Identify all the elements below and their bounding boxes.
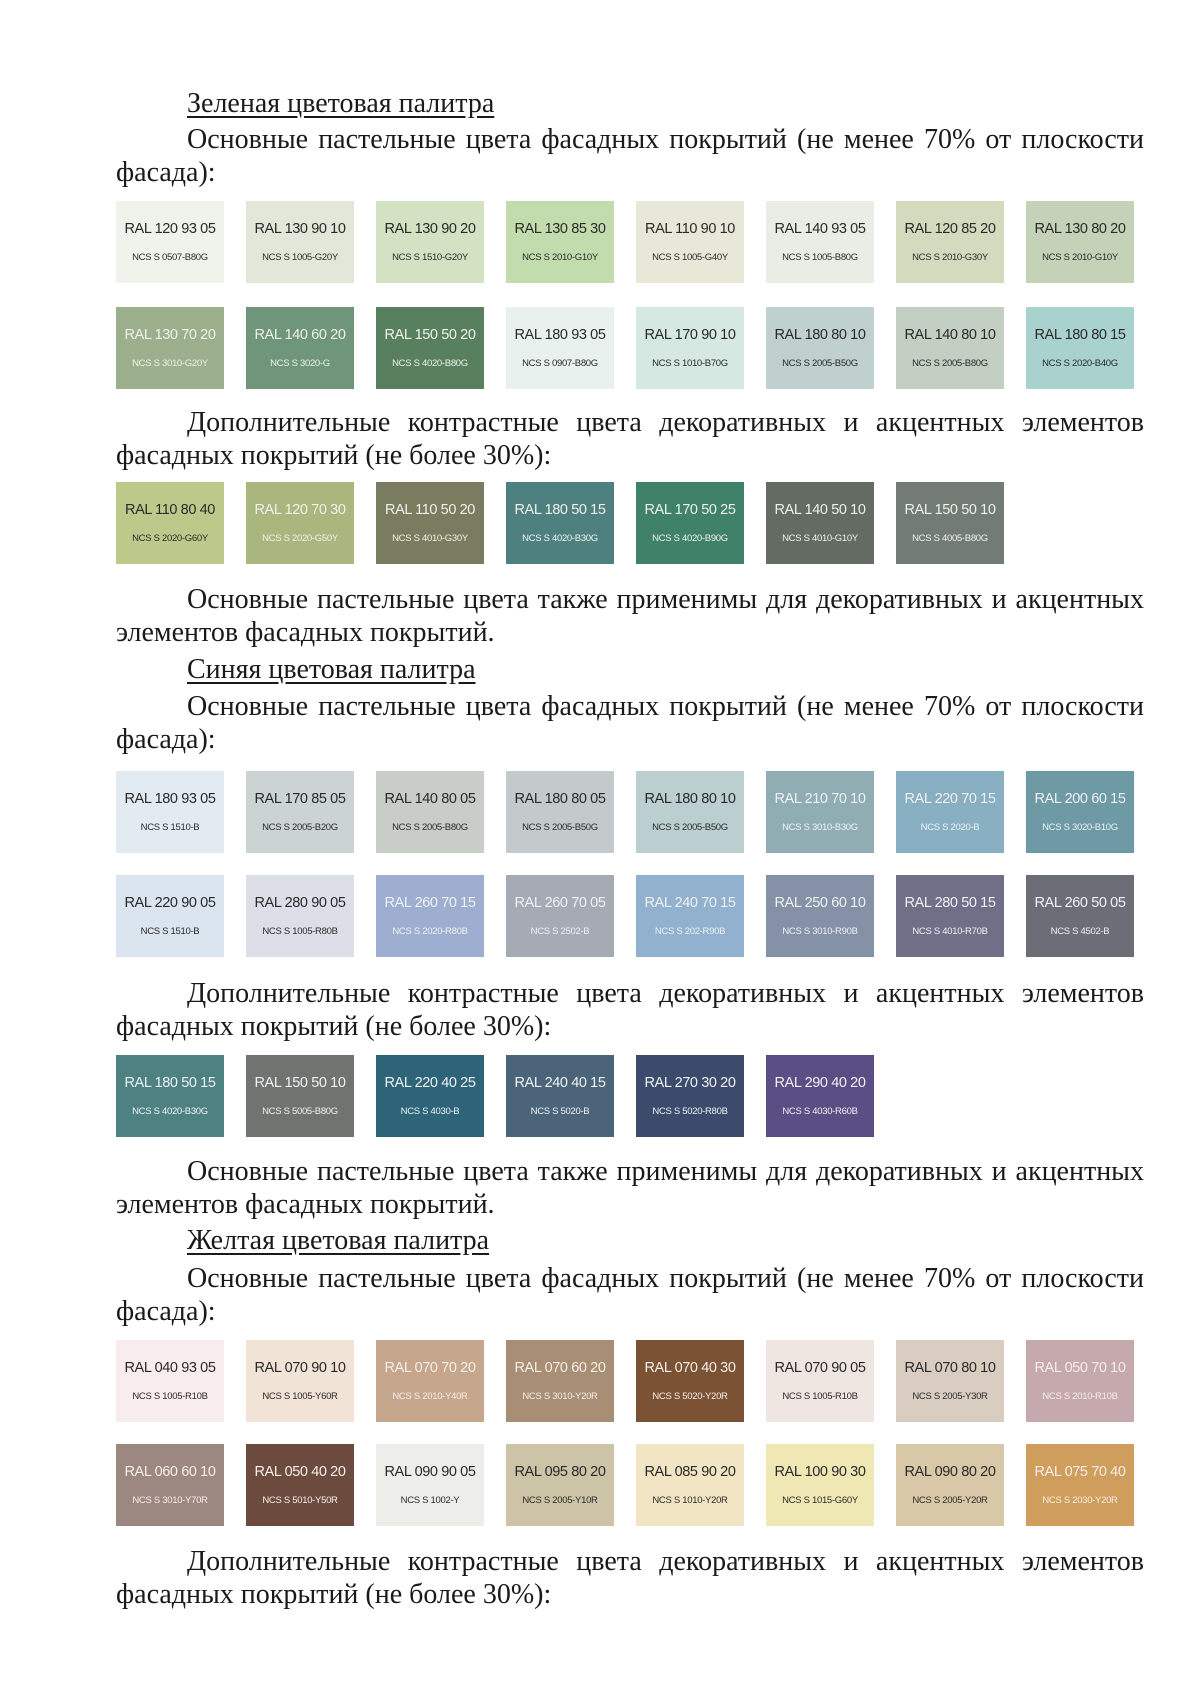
color-swatch	[506, 875, 614, 957]
ral-code: RAL 140 60 20	[254, 327, 346, 343]
ncs-code: NCS S 3010-B30G	[782, 822, 858, 833]
color-swatch	[116, 201, 224, 283]
color-swatch	[766, 307, 874, 389]
ncs-code: NCS S 1005-R80B	[262, 926, 338, 937]
color-swatch	[766, 201, 874, 283]
color-swatch	[376, 1444, 484, 1526]
ral-code: RAL 220 70 15	[904, 791, 996, 807]
ncs-code: NCS S 0907-B80G	[522, 358, 598, 369]
ncs-code: NCS S 2020-B	[920, 822, 980, 833]
ral-code: RAL 170 50 25	[644, 502, 736, 518]
ncs-code: NCS S 4020-B80G	[392, 358, 468, 369]
ncs-code: NCS S 1010-Y20R	[652, 1495, 728, 1506]
ncs-code: NCS S 1005-R10B	[132, 1391, 208, 1402]
ncs-code: NCS S 5020-R80B	[652, 1106, 728, 1117]
color-swatch	[246, 307, 354, 389]
color-swatch	[506, 1444, 614, 1526]
color-swatch	[896, 771, 1004, 853]
green-extra-colors-text: Дополнительные контрастные цвета декоративных и акцентных элементов фасадных покрытий (не более 30%):	[116, 407, 1144, 471]
ral-code: RAL 180 93 05	[514, 327, 606, 343]
ral-code: RAL 180 80 10	[644, 791, 736, 807]
ral-code: RAL 150 50 20	[384, 327, 476, 343]
ral-code: RAL 180 80 05	[514, 791, 606, 807]
ncs-code: NCS S 2020-R80B	[392, 926, 468, 937]
ncs-code: NCS S 1510-B	[140, 822, 200, 833]
ral-code: RAL 180 93 05	[124, 791, 216, 807]
ral-code: RAL 140 50 10	[774, 502, 866, 518]
blue-extra-swatch-row	[116, 1055, 1200, 1137]
ncs-code: NCS S 1010-B70G	[652, 358, 728, 369]
ral-code: RAL 085 90 20	[644, 1464, 736, 1480]
ncs-code: NCS S 0507-B80G	[132, 252, 208, 263]
ral-code: RAL 240 70 15	[644, 895, 736, 911]
color-swatch	[376, 771, 484, 853]
ncs-code: NCS S 5010-Y50R	[262, 1495, 338, 1506]
color-swatch	[766, 1055, 874, 1137]
ral-code: RAL 180 50 15	[124, 1075, 216, 1091]
ncs-code: NCS S 5020-Y20R	[652, 1391, 728, 1402]
ncs-code: NCS S 3010-R90B	[782, 926, 858, 937]
ncs-code: NCS S 2020-G60Y	[132, 533, 208, 544]
color-swatch	[636, 482, 744, 564]
color-swatch	[116, 1340, 224, 1422]
color-swatch	[116, 771, 224, 853]
ncs-code: NCS S 2005-B50G	[782, 358, 858, 369]
ncs-code: NCS S 1005-Y60R	[262, 1391, 338, 1402]
ncs-code: NCS S 3010-G20Y	[132, 358, 208, 369]
color-swatch	[636, 1444, 744, 1526]
ncs-code: NCS S 4020-B30G	[132, 1106, 208, 1117]
ncs-code: NCS S 2005-B80G	[912, 358, 988, 369]
ral-code: RAL 220 40 25	[384, 1075, 476, 1091]
blue-extra-colors-text: Дополнительные контрастные цвета декоративных и акцентных элементов фасадных покрытий (не более 30%):	[116, 978, 1144, 1042]
color-swatch	[246, 875, 354, 957]
ral-code: RAL 070 90 10	[254, 1360, 346, 1376]
color-swatch	[376, 482, 484, 564]
ral-code: RAL 075 70 40	[1034, 1464, 1126, 1480]
color-swatch	[896, 875, 1004, 957]
ral-code: RAL 150 50 10	[904, 502, 996, 518]
ncs-code: NCS S 1005-R10B	[782, 1391, 858, 1402]
ncs-code: NCS S 2010-G10Y	[1042, 252, 1118, 263]
ncs-code: NCS S 1015-G60Y	[782, 1495, 858, 1506]
color-swatch	[246, 1444, 354, 1526]
ncs-code: NCS S 2005-B50G	[652, 822, 728, 833]
color-swatch	[1026, 307, 1134, 389]
color-swatch	[506, 482, 614, 564]
blue-main-colors-text: Основные пастельные цвета фасадных покрытий (не менее 70% от плоскости фасада):	[116, 691, 1144, 755]
color-swatch	[1026, 771, 1134, 853]
color-swatch	[506, 771, 614, 853]
ral-code: RAL 060 60 10	[124, 1464, 216, 1480]
ncs-code: NCS S 3010-Y20R	[522, 1391, 598, 1402]
color-swatch	[1026, 875, 1134, 957]
ncs-code: NCS S 4010-G10Y	[782, 533, 858, 544]
color-swatch	[376, 1055, 484, 1137]
color-swatch	[376, 201, 484, 283]
ral-code: RAL 070 40 30	[644, 1360, 736, 1376]
ncs-code: NCS S 2020-G50Y	[262, 533, 338, 544]
color-swatch	[1026, 1340, 1134, 1422]
green-palette-heading: Зеленая цветовая палитра	[187, 88, 495, 119]
ncs-code: NCS S 3020-B10G	[1042, 822, 1118, 833]
ncs-code: NCS S 1005-B80G	[782, 252, 858, 263]
ral-code: RAL 180 80 15	[1034, 327, 1126, 343]
ral-code: RAL 270 30 20	[644, 1075, 736, 1091]
color-swatch	[766, 1340, 874, 1422]
color-swatch	[896, 307, 1004, 389]
color-swatch	[506, 1055, 614, 1137]
ral-code: RAL 130 90 10	[254, 221, 346, 237]
ral-code: RAL 180 50 15	[514, 502, 606, 518]
color-swatch	[636, 875, 744, 957]
ral-code: RAL 070 70 20	[384, 1360, 476, 1376]
color-swatch	[246, 201, 354, 283]
color-swatch	[766, 1444, 874, 1526]
green-main-colors-text: Основные пастельные цвета фасадных покрытий (не менее 70% от плоскости фасада):	[116, 124, 1144, 188]
ral-code: RAL 040 93 05	[124, 1360, 216, 1376]
ncs-code: NCS S 2030-Y20R	[1042, 1495, 1118, 1506]
ncs-code: NCS S 3020-G	[270, 358, 330, 369]
green-note-text: Основные пастельные цвета также применимы для декоративных и акцентных элементов фасадных покрытий.	[116, 584, 1144, 648]
ral-code: RAL 070 60 20	[514, 1360, 606, 1376]
yellow-main-colors-text: Основные пастельные цвета фасадных покрытий (не менее 70% от плоскости фасада):	[116, 1263, 1144, 1327]
ncs-code: NCS S 1510-G20Y	[392, 252, 468, 263]
ncs-code: NCS S 2005-B20G	[262, 822, 338, 833]
ral-code: RAL 200 60 15	[1034, 791, 1126, 807]
color-swatch	[246, 1340, 354, 1422]
ral-code: RAL 210 70 10	[774, 791, 866, 807]
color-swatch	[116, 1444, 224, 1526]
ral-code: RAL 170 90 10	[644, 327, 736, 343]
color-swatch	[376, 875, 484, 957]
blue-note-text: Основные пастельные цвета также применимы для декоративных и акцентных элементов фасадных покрытий.	[116, 1156, 1144, 1220]
blue-main-swatch-row-2	[116, 875, 1200, 957]
ncs-code: NCS S 3010-Y70R	[132, 1495, 208, 1506]
color-swatch	[1026, 1444, 1134, 1526]
color-swatch	[246, 482, 354, 564]
ncs-code: NCS S 4502-B	[1050, 926, 1110, 937]
ncs-code: NCS S 2010-Y40R	[392, 1391, 468, 1402]
ral-code: RAL 180 80 10	[774, 327, 866, 343]
ncs-code: NCS S 5005-B80G	[262, 1106, 338, 1117]
ral-code: RAL 110 50 20	[385, 502, 475, 518]
ncs-code: NCS S 202-R90B	[654, 926, 726, 937]
color-swatch	[766, 875, 874, 957]
green-extra-swatch-row	[116, 482, 1200, 564]
ral-code: RAL 130 90 20	[384, 221, 476, 237]
ral-code: RAL 280 90 05	[254, 895, 346, 911]
color-swatch	[896, 201, 1004, 283]
ral-code: RAL 110 90 10	[645, 221, 735, 237]
ncs-code: NCS S 2010-G30Y	[912, 252, 988, 263]
ral-code: RAL 120 70 30	[254, 502, 346, 518]
yellow-main-swatch-row-2	[116, 1444, 1200, 1526]
blue-palette-heading: Синяя цветовая палитра	[187, 654, 476, 685]
color-swatch	[896, 1444, 1004, 1526]
ral-code: RAL 140 80 05	[384, 791, 476, 807]
color-swatch	[116, 1055, 224, 1137]
ral-code: RAL 150 50 10	[254, 1075, 346, 1091]
color-swatch	[376, 1340, 484, 1422]
ral-code: RAL 140 93 05	[774, 221, 866, 237]
color-swatch	[246, 771, 354, 853]
ral-code: RAL 290 40 20	[774, 1075, 866, 1091]
ncs-code: NCS S 2005-Y10R	[522, 1495, 598, 1506]
ral-code: RAL 250 60 10	[774, 895, 866, 911]
ncs-code: NCS S 2005-Y20R	[912, 1495, 988, 1506]
ncs-code: NCS S 2502-B	[530, 926, 590, 937]
yellow-extra-colors-text: Дополнительные контрастные цвета декоративных и акцентных элементов фасадных покрытий (не более 30%):	[116, 1546, 1144, 1610]
ncs-code: NCS S 2010-R10B	[1042, 1391, 1118, 1402]
ral-code: RAL 260 70 15	[384, 895, 476, 911]
ral-code: RAL 070 80 10	[904, 1360, 996, 1376]
ral-code: RAL 220 90 05	[124, 895, 216, 911]
color-swatch	[636, 1340, 744, 1422]
ncs-code: NCS S 4020-B30G	[522, 533, 598, 544]
color-swatch	[246, 1055, 354, 1137]
color-swatch	[1026, 201, 1134, 283]
color-swatch	[376, 307, 484, 389]
blue-main-swatch-row-1	[116, 771, 1200, 853]
ral-code: RAL 130 70 20	[124, 327, 216, 343]
green-main-swatch-row-1	[116, 201, 1200, 283]
ral-code: RAL 240 40 15	[514, 1075, 606, 1091]
ral-code: RAL 095 80 20	[514, 1464, 606, 1480]
ncs-code: NCS S 4020-B90G	[652, 533, 728, 544]
color-swatch	[636, 201, 744, 283]
color-swatch	[896, 1340, 1004, 1422]
ral-code: RAL 280 50 15	[904, 895, 996, 911]
color-swatch	[766, 771, 874, 853]
ral-code: RAL 120 93 05	[124, 221, 216, 237]
color-swatch	[116, 875, 224, 957]
ral-code: RAL 100 90 30	[774, 1464, 866, 1480]
ncs-code: NCS S 2005-B80G	[392, 822, 468, 833]
ncs-code: NCS S 1002-Y	[400, 1495, 460, 1506]
ral-code: RAL 130 80 20	[1034, 221, 1126, 237]
ncs-code: NCS S 4010-R70B	[912, 926, 988, 937]
ral-code: RAL 120 85 20	[904, 221, 996, 237]
ncs-code: NCS S 4010-G30Y	[392, 533, 468, 544]
ral-code: RAL 170 85 05	[254, 791, 346, 807]
color-swatch	[506, 1340, 614, 1422]
ncs-code: NCS S 5020-B	[530, 1106, 590, 1117]
color-swatch	[896, 482, 1004, 564]
ral-code: RAL 070 90 05	[774, 1360, 866, 1376]
color-swatch	[506, 307, 614, 389]
color-swatch	[636, 307, 744, 389]
green-main-swatch-row-2	[116, 307, 1200, 389]
ral-code: RAL 260 70 05	[514, 895, 606, 911]
ral-code: RAL 050 70 10	[1034, 1360, 1126, 1376]
ral-code: RAL 260 50 05	[1034, 895, 1126, 911]
ral-code: RAL 140 80 10	[904, 327, 996, 343]
ncs-code: NCS S 2005-B50G	[522, 822, 598, 833]
ncs-code: NCS S 2020-B40G	[1042, 358, 1118, 369]
ral-code: RAL 090 90 05	[384, 1464, 476, 1480]
yellow-palette-heading: Желтая цветовая палитра	[187, 1225, 490, 1256]
ral-code: RAL 050 40 20	[254, 1464, 346, 1480]
yellow-main-swatch-row-1	[116, 1340, 1200, 1422]
ncs-code: NCS S 2010-G10Y	[522, 252, 598, 263]
ncs-code: NCS S 4030-B	[400, 1106, 460, 1117]
color-swatch	[766, 482, 874, 564]
ncs-code: NCS S 4030-R60B	[782, 1106, 858, 1117]
ncs-code: NCS S 2005-Y30R	[912, 1391, 988, 1402]
ral-code: RAL 090 80 20	[904, 1464, 996, 1480]
ncs-code: NCS S 1510-B	[140, 926, 200, 937]
ncs-code: NCS S 4005-B80G	[912, 533, 988, 544]
color-swatch	[116, 307, 224, 389]
ral-code: RAL 130 85 30	[514, 221, 606, 237]
ral-code: RAL 110 80 40	[125, 502, 215, 518]
color-swatch	[636, 1055, 744, 1137]
color-swatch	[116, 482, 224, 564]
color-swatch	[506, 201, 614, 283]
ncs-code: NCS S 1005-G20Y	[262, 252, 338, 263]
ncs-code: NCS S 1005-G40Y	[652, 252, 728, 263]
color-swatch	[636, 771, 744, 853]
